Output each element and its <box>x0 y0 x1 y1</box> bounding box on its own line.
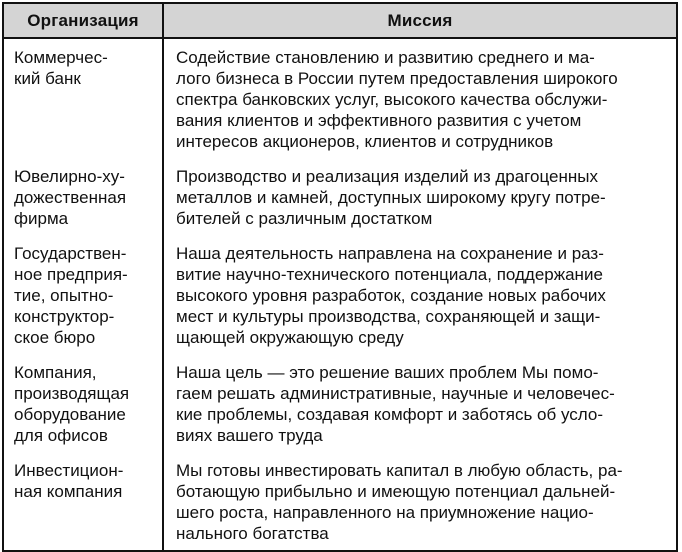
table-row <box>3 158 677 235</box>
table-row <box>3 452 677 551</box>
mission-cell <box>163 158 677 235</box>
organization-cell <box>3 354 163 452</box>
mission-text: Наша цель — это решение ваших проблем Мы помо- гаем решать административные, научные и человечес- кие проблемы, создавая комфорт и заботясь об усло- виях вашего труда <box>176 363 615 445</box>
mission-cell <box>163 38 677 158</box>
mission-cell <box>163 354 677 452</box>
organization-cell <box>3 38 163 158</box>
mission-text: Мы готовы инвестировать капитал в любую область, ра- ботающую прибыльно и имеющую потенциал дальней- шего роста, направленного на приумножение нацио- нального богатства <box>176 461 623 543</box>
mission-text: Производство и реализация изделий из драгоценных металлов и камней, доступных широкому кругу потре- бителей с различным достатком <box>176 167 606 228</box>
header-organization: Организация <box>3 3 163 38</box>
organization-name: Инвестицион- ная компания <box>14 461 124 501</box>
mission-text: Содействие становлению и развитию среднего и ма- лого бизнеса в России путем предоставления широкого спектра банковских услуг, высокого качества обслужи- вания клиентов и эффективного развития с учетом интересов акционеров, клиентов и сотрудников <box>176 48 618 151</box>
header-mission: Миссия <box>163 3 677 38</box>
table-row <box>3 235 677 354</box>
mission-text: Наша деятельность направлена на сохранение и раз- витие научно-технического потенциала, поддержание высокого уровня разработок, создание новых рабочих мест и культуры производства, сохраняющей и защи- щающей окружающую среду <box>176 244 606 347</box>
mission-cell <box>163 452 677 551</box>
table-row <box>3 38 677 158</box>
organization-name: Государствен- ное предприя- тие, опытно- конструктор- ское бюро <box>14 244 128 347</box>
organization-name: Ювелирно-ху- дожественная фирма <box>14 167 127 228</box>
organization-cell <box>3 158 163 235</box>
table-row <box>3 354 677 452</box>
organization-name: Компания, производящая оборудование для офисов <box>14 363 130 445</box>
organization-cell <box>3 235 163 354</box>
mission-table <box>2 2 678 552</box>
mission-cell <box>163 235 677 354</box>
organization-name: Коммерчес- кий банк <box>14 48 108 88</box>
table-header-row <box>3 3 677 38</box>
organization-cell <box>3 452 163 551</box>
